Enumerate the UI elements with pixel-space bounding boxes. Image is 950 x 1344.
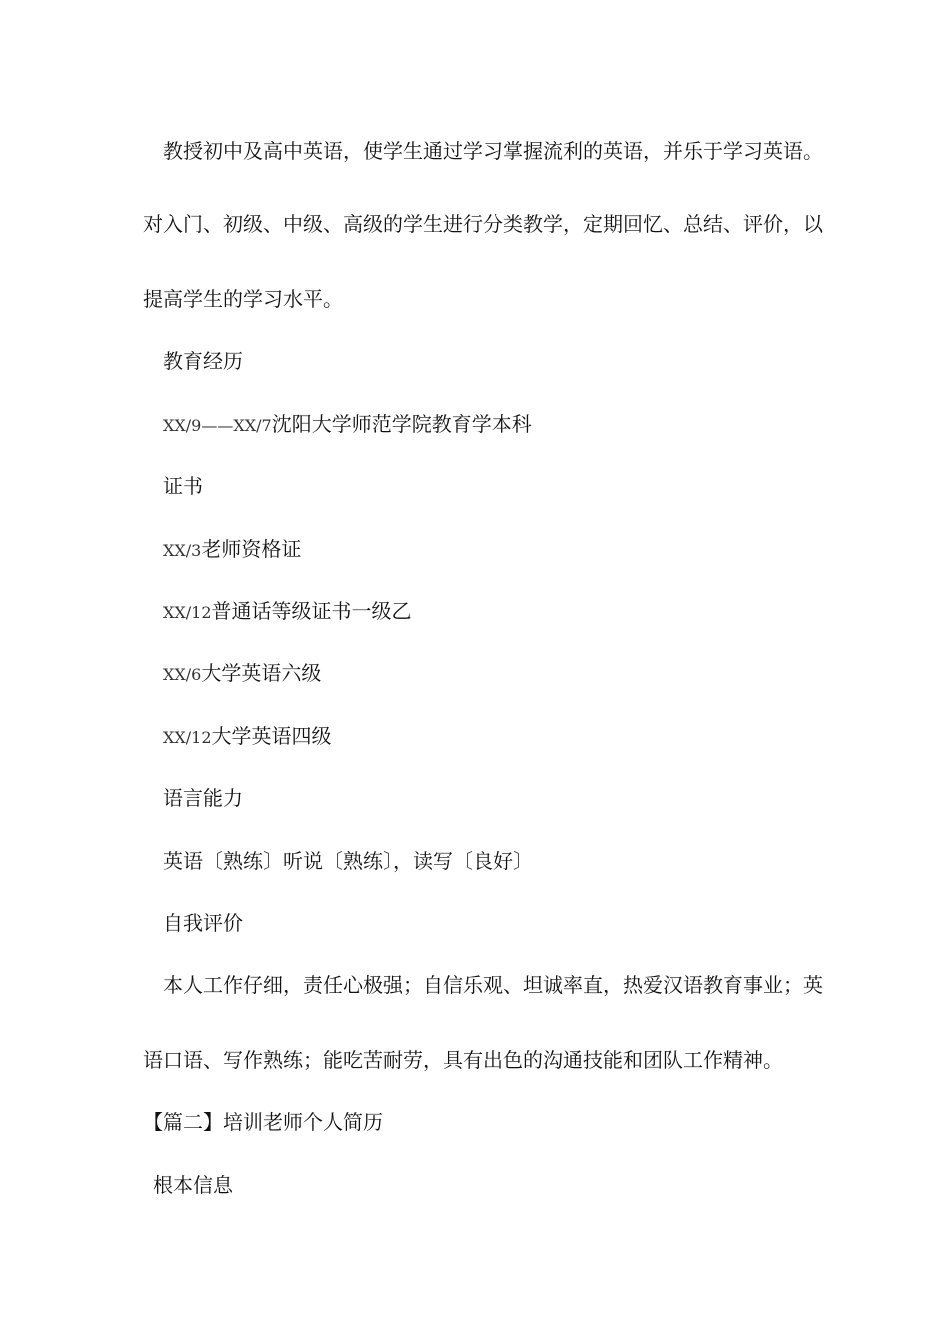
certificate-item	[163, 723, 332, 751]
certificate-item	[163, 660, 321, 688]
certificate-text: 普通话等级证书一级乙	[211, 599, 412, 623]
certificate-item	[163, 536, 301, 564]
language-text: 英语〔熟练〕听说〔熟练〕，读写〔良好〕	[163, 849, 533, 873]
certificates-heading: 证书	[163, 474, 203, 498]
education-entry-date: XX/9——XX/7	[163, 416, 272, 435]
certificate-item	[163, 598, 412, 626]
language-heading: 语言能力	[163, 786, 243, 810]
intro-line-2: 对入门、初级、中级、高级的学生进行分类教学，定期回忆、总结、评价，以	[143, 212, 823, 236]
self-evaluation-heading: 自我评价	[163, 911, 243, 935]
certificate-date: XX/6	[163, 665, 202, 684]
certificate-date: XX/3	[163, 541, 202, 560]
education-heading: 教育经历	[163, 349, 243, 373]
part-two-subheading: 根本信息	[153, 1173, 233, 1197]
education-entry-text: 沈阳大学师范学院教育学本科	[271, 412, 532, 436]
self-evaluation-line-1: 本人工作仔细，责任心极强；自信乐观、坦诚率直，热爱汉语教育事业；英	[163, 973, 823, 997]
intro-line-3: 提高学生的学习水平。	[143, 287, 343, 311]
certificate-date: XX/12	[163, 603, 212, 622]
education-entry	[163, 411, 532, 439]
certificate-text: 大学英语六级	[201, 661, 322, 685]
certificate-text: 老师资格证	[201, 537, 302, 561]
certificate-text: 大学英语四级	[211, 724, 332, 748]
self-evaluation-line-2: 语口语、写作熟练；能吃苦耐劳，具有出色的沟通技能和团队工作精神。	[143, 1048, 783, 1072]
intro-line-1: 教授初中及高中英语，使学生通过学习掌握流利的英语，并乐于学习英语。	[163, 139, 823, 163]
certificate-date: XX/12	[163, 728, 212, 747]
part-two-title: 【篇二】培训老师个人简历	[143, 1110, 383, 1134]
